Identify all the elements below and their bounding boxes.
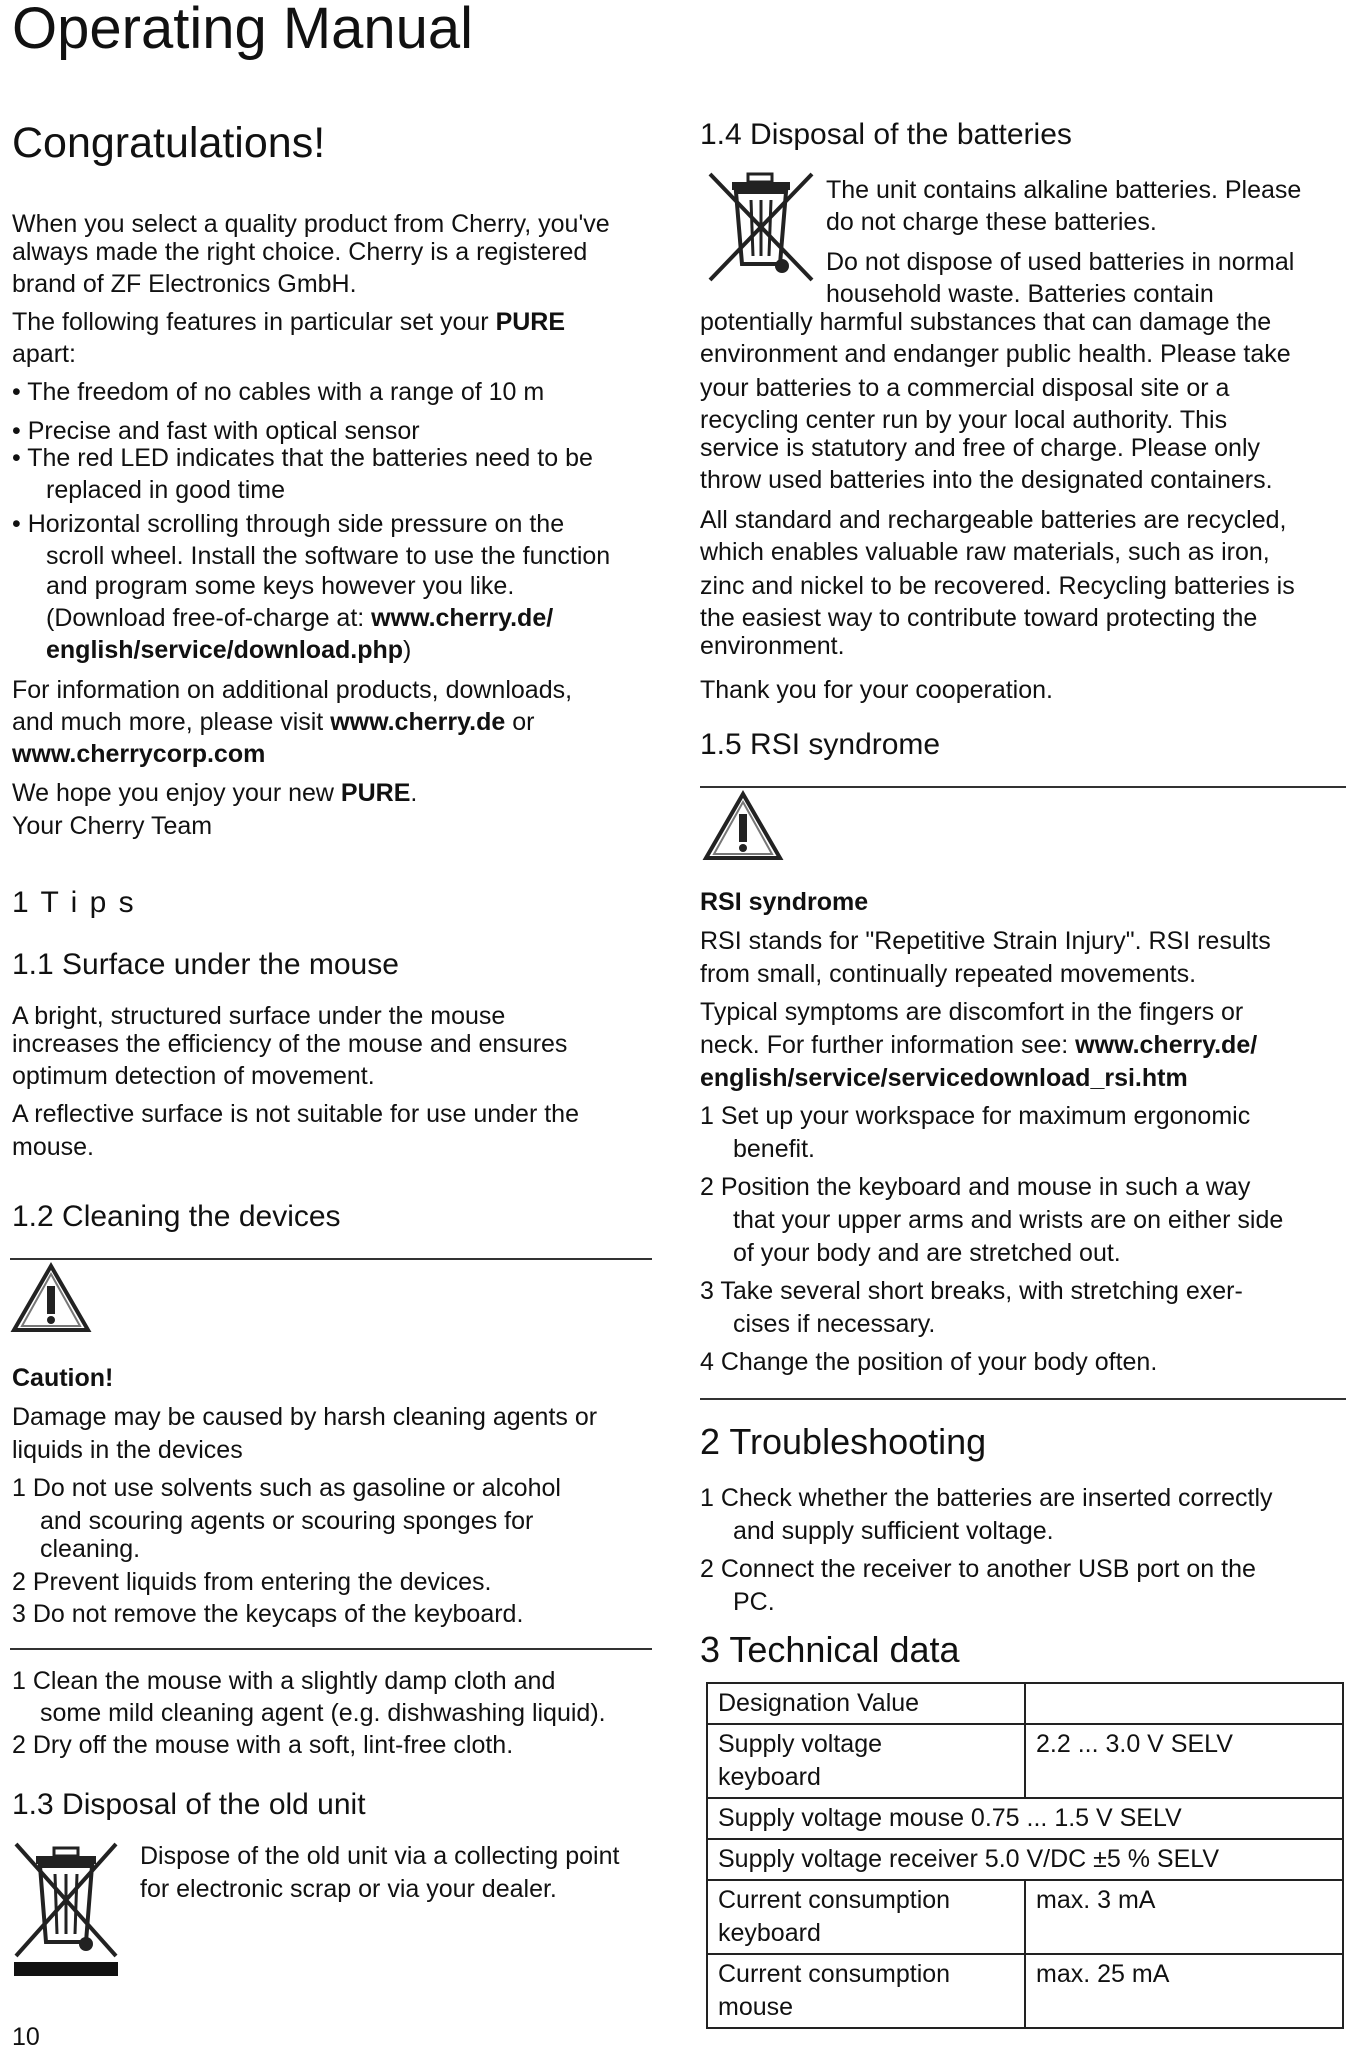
divider: [10, 1648, 652, 1650]
s14-cont-6: throw used batteries into the designated containers.: [700, 466, 1273, 494]
trouble-item-1: 1 Check whether the batteries are inserted correctly: [700, 1484, 1273, 1512]
download-line-2: [46, 634, 411, 667]
s14-line-1: The unit contains alkaline batteries. Please: [826, 176, 1302, 204]
row-label-line: Current consumption: [718, 1886, 951, 1914]
feature-1-text: The freedom of no cables with a range of 10 m: [27, 378, 545, 406]
s14-p2-4: the easiest way to contribute toward protecting the: [700, 604, 1258, 632]
download-link-2[interactable]: english/service/download.php: [46, 636, 404, 664]
feature-bullet-2: • Precise and fast with optical sensor: [12, 417, 420, 445]
s14-cont-3: your batteries to a commercial disposal site or a: [700, 374, 1230, 402]
feature-bullet-1: • The freedom of no cables with a range of 10 m: [12, 378, 545, 406]
caution-item-1: 1 Do not use solvents such as gasoline or alcohol: [12, 1474, 561, 1502]
s11-line-3: optimum detection of movement.: [12, 1062, 375, 1090]
rsi-line-1: RSI stands for "Repetitive Strain Injury". RSI results: [700, 927, 1271, 955]
section-1-3-heading: 1.3 Disposal of the old unit: [12, 1788, 366, 1821]
trouble-item-1-cont: and supply sufficient voltage.: [733, 1517, 1054, 1545]
row-label-line: mouse: [718, 1993, 794, 2021]
feature-4-text: Horizontal scrolling through side pressure on the: [27, 510, 565, 538]
rsi-item-4: 4 Change the position of your body often.: [700, 1348, 1158, 1376]
s14-p2-3: zinc and nickel to be recovered. Recycling batteries is: [700, 572, 1295, 600]
rsi-title: RSI syndrome: [700, 888, 869, 916]
section-1-2-heading: 1.2 Cleaning the devices: [12, 1200, 341, 1233]
info-line-2: [12, 706, 534, 739]
warning-triangle-icon: [702, 790, 784, 864]
feature-bullet-4-cont-1: scroll wheel. Install the software to use the function: [46, 542, 611, 570]
row-label-line: Supply voltage: [718, 1730, 883, 1758]
troubleshooting-heading: 2 Troubleshooting: [700, 1421, 987, 1462]
rsi-line-3: Typical symptoms are discomfort in the fingers or: [700, 998, 1244, 1026]
row-label-line: keyboard: [718, 1763, 821, 1791]
download-link-1[interactable]: www.cherry.de/: [371, 604, 554, 632]
download-prefix: (Download free-of-charge at:: [46, 604, 372, 632]
table-cell: 2.2 ... 3.0 V SELV: [1025, 1724, 1343, 1798]
cherry-de-link[interactable]: www.cherry.de: [330, 708, 506, 736]
s14-line-3: Do not dispose of used batteries in normal: [826, 248, 1295, 276]
s14-p2-5: environment.: [700, 632, 845, 660]
section-1-5-heading: 1.5 RSI syndrome: [700, 728, 941, 761]
feature-3-text: The red LED indicates that the batteries need to be: [27, 444, 593, 472]
table-cell: Supply voltage mouse 0.75 ... 1.5 V SELV: [707, 1798, 1343, 1839]
divider: [10, 1258, 652, 1260]
table-row: [707, 1724, 1343, 1798]
caution-item-3: 3 Do not remove the keycaps of the keyboard.: [12, 1600, 524, 1628]
s11-line-1: A bright, structured surface under the mouse: [12, 1002, 506, 1030]
hope-suffix: .: [410, 779, 418, 807]
table-cell: [707, 1954, 1025, 2028]
rsi-link-2[interactable]: english/service/servicedownload_rsi.htm: [700, 1064, 1188, 1092]
feature-bullet-4: • Horizontal scrolling through side pressure on the: [12, 510, 565, 538]
rsi-line-2: from small, continually repeated movements.: [700, 960, 1197, 988]
s13-line-2: for electronic scrap or via your dealer.: [140, 1875, 557, 1903]
page-title: Operating Manual: [12, 0, 474, 61]
table-row: [707, 1880, 1343, 1954]
row-label-line: Current consumption: [718, 1960, 951, 1988]
caution-item-1-cont-2: cleaning.: [40, 1535, 141, 1563]
caution-item-2: 2 Prevent liquids from entering the devices.: [12, 1568, 492, 1596]
crossed-out-wheelie-bin-icon: [702, 168, 820, 286]
clean-step-2: 2 Dry off the mouse with a soft, lint-free cloth.: [12, 1731, 514, 1759]
table-cell: [707, 1880, 1025, 1954]
hope-line: [12, 777, 417, 810]
table-row: [707, 1683, 1343, 1724]
s14-line-2: do not charge these batteries.: [826, 208, 1157, 236]
feature-2-text: Precise and fast with optical sensor: [27, 417, 420, 445]
info-prefix: and much more, please visit: [12, 708, 331, 736]
clean-step-1: 1 Clean the mouse with a slightly damp cloth and: [12, 1667, 556, 1695]
feature-bullet-3-cont: replaced in good time: [46, 476, 286, 504]
caution-title: Caution!: [12, 1364, 114, 1392]
caution-item-1-cont-1: and scouring agents or scouring sponges for: [40, 1507, 534, 1535]
rsi-item-1-cont: benefit.: [733, 1135, 816, 1163]
s14-line-4: household waste. Batteries contain: [826, 280, 1214, 308]
s14-cont-4: recycling center run by your local authority. This: [700, 406, 1228, 434]
clean-step-1-cont: some mild cleaning agent (e.g. dishwashing liquid).: [40, 1699, 606, 1727]
technical-heading: 3 Technical data: [700, 1629, 960, 1670]
s13-line-1: Dispose of the old unit via a collecting point: [140, 1842, 620, 1870]
s14-thanks: Thank you for your cooperation.: [700, 676, 1053, 704]
feature-bullet-3: • The red LED indicates that the batteries need to be: [12, 444, 593, 472]
rsi-item-1: 1 Set up your workspace for maximum ergonomic: [700, 1102, 1251, 1130]
warning-triangle-icon: [10, 1262, 92, 1336]
download-line: [46, 602, 553, 635]
rsi-info-prefix: neck. For further information see:: [700, 1031, 1076, 1059]
divider: [700, 1398, 1346, 1400]
intro-line-2: always made the right choice. Cherry is a registered: [12, 238, 588, 266]
table-row: [707, 1954, 1343, 2028]
s11-line-2: increases the efficiency of the mouse and ensures: [12, 1030, 568, 1058]
s14-p2-2: which enables valuable raw materials, such as iron,: [700, 538, 1270, 566]
trouble-item-2-cont: PC.: [733, 1588, 775, 1616]
technical-data-table: [706, 1682, 1344, 2029]
divider: [700, 786, 1346, 788]
s14-cont-5: service is statutory and free of charge. Please only: [700, 434, 1261, 462]
s14-cont-1: potentially harmful substances that can damage the: [700, 308, 1272, 336]
page-number: 10: [12, 2023, 40, 2051]
features-intro-line-2: apart:: [12, 340, 76, 368]
table-cell: max. 3 mA: [1025, 1880, 1343, 1954]
s14-p2-1: All standard and rechargeable batteries are recycled,: [700, 506, 1287, 534]
signature: Your Cherry Team: [12, 812, 213, 840]
row-label-line: keyboard: [718, 1919, 821, 1947]
table-cell: [1025, 1683, 1343, 1724]
rsi-link-1[interactable]: www.cherry.de/: [1075, 1031, 1258, 1059]
hope-prefix: We hope you enjoy your new: [12, 779, 341, 807]
features-intro-text: The following features in particular set your: [12, 308, 496, 336]
rsi-item-2: 2 Position the keyboard and mouse in such a way: [700, 1173, 1251, 1201]
s11-line-5: mouse.: [12, 1133, 94, 1161]
trouble-item-2: 2 Connect the receiver to another USB port on the: [700, 1555, 1256, 1583]
crossed-out-wheelie-bin-icon: [10, 1838, 122, 1978]
congratulations-heading: Congratulations!: [12, 119, 326, 167]
feature-bullet-4-cont-2: and program some keys however you like.: [46, 572, 515, 600]
table-cell: Supply voltage receiver 5.0 V/DC ±5 % SELV: [707, 1839, 1343, 1880]
table-cell: Designation Value: [707, 1683, 1025, 1724]
rsi-item-2-cont-1: that your upper arms and wrists are on either side: [733, 1206, 1284, 1234]
table-row: [707, 1798, 1343, 1839]
hope-product: PURE: [340, 779, 411, 807]
section-1-4-heading: 1.4 Disposal of the batteries: [700, 118, 1072, 151]
rsi-item-3: 3 Take several short breaks, with stretching exer-: [700, 1277, 1243, 1305]
caution-line-2: liquids in the devices: [12, 1436, 243, 1464]
product-name: PURE: [495, 308, 566, 336]
cherrycorp-link[interactable]: www.cherrycorp.com: [12, 740, 266, 768]
info-or: or: [505, 708, 535, 736]
tips-heading: 1 T i p s: [12, 886, 136, 919]
table-row: [707, 1839, 1343, 1880]
table-cell: [707, 1724, 1025, 1798]
rsi-item-2-cont-2: of your body and are stretched out.: [733, 1239, 1121, 1267]
s14-cont-2: environment and endanger public health. Please take: [700, 340, 1291, 368]
table-cell: max. 25 mA: [1025, 1954, 1343, 2028]
s11-line-4: A reflective surface is not suitable for use under the: [12, 1100, 579, 1128]
section-1-1-heading: 1.1 Surface under the mouse: [12, 948, 399, 981]
caution-line-1: Damage may be caused by harsh cleaning agents or: [12, 1403, 598, 1431]
info-line-1: For information on additional products, downloads,: [12, 676, 573, 704]
rsi-line-4: [700, 1029, 1257, 1062]
features-intro: [12, 306, 565, 339]
intro-line-3: brand of ZF Electronics GmbH.: [12, 270, 357, 298]
download-suffix: ): [403, 636, 412, 664]
rsi-item-3-cont: cises if necessary.: [733, 1310, 936, 1338]
intro-line-1: When you select a quality product from Cherry, you've: [12, 210, 610, 238]
